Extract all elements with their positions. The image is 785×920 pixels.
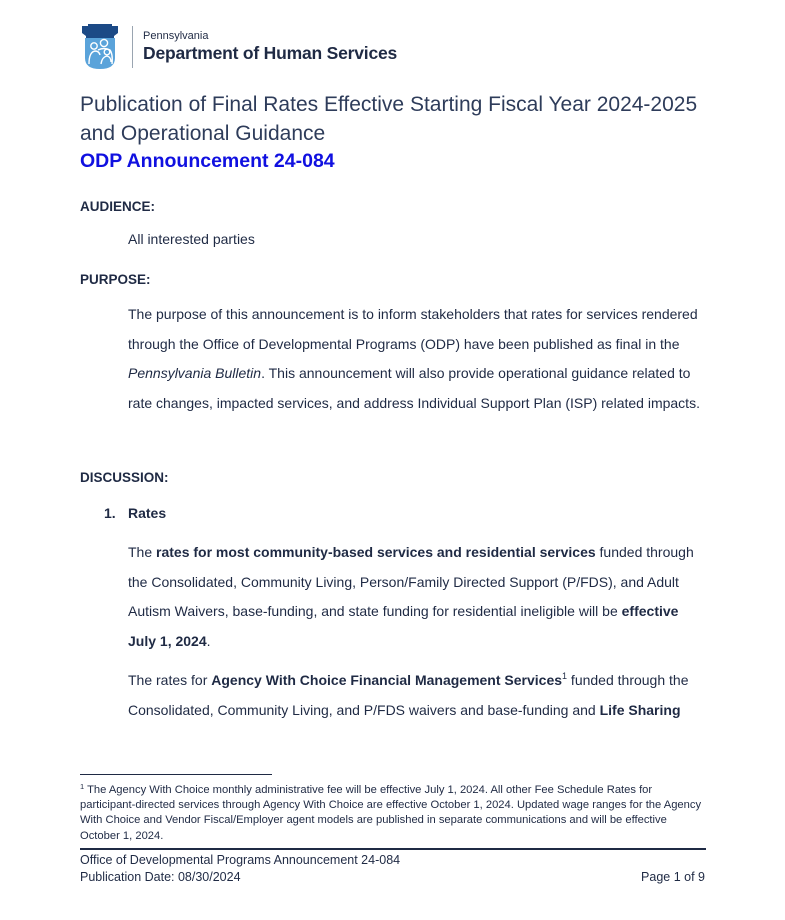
rates-paragraph-2: [128, 666, 708, 725]
discussion-item-rates: [104, 505, 166, 521]
bold-text: rates for most community-based services and residential services: [156, 544, 596, 560]
discussion-heading: DISCUSSION:: [80, 470, 169, 485]
audience-text: All interested parties: [128, 231, 255, 247]
logo-divider: [132, 26, 133, 68]
footer-publication-date: Publication Date: 08/30/2024: [80, 870, 241, 884]
bold-text: Life Sharing: [599, 701, 681, 718]
footnote-text: The Agency With Choice monthly administrative fee will be effective July 1, 2024. All other Fee Schedule Rates for participant-directed services through Agency With Choice are effective October 1, 2024. Updated wage ranges for the Agency With Choice and Vendor Fiscal/Employer agent models are published in separate communications and will be effective October 1, 2024.: [80, 784, 702, 842]
text-part: funded through the Consolidated, Community Living, Person/Family Directed Support (P/FDS), and Adult Autism Waivers, base-funding, and state funding for residential ineligible will be: [128, 544, 694, 619]
text-part: .: [206, 632, 211, 649]
list-label: Rates: [128, 505, 167, 521]
footer-info: [80, 852, 400, 886]
pa-keystone-family-icon: [80, 24, 120, 70]
footnote-separator: [80, 774, 272, 775]
purpose-heading: PURPOSE:: [80, 272, 151, 287]
bold-text: effective July 1, 2024: [128, 603, 679, 649]
purpose-text-part: The purpose of this announcement is to inform stakeholders that rates for services rendered through the Office of Developmental Programs (ODP) have been published as final in the: [128, 306, 698, 352]
purpose-text-part: . This announcement will also provide operational guidance related to rate changes, impacted services, and address Individual Support Plan (ISP) related impacts.: [128, 365, 700, 411]
bold-text: Agency With Choice Financial Management Services: [211, 672, 563, 688]
purpose-paragraph: [128, 300, 708, 418]
footnote: [80, 783, 705, 844]
page-number: Page 1 of 9: [641, 870, 705, 884]
footer-office-line: Office of Developmental Programs Announcement 24-084: [80, 853, 401, 867]
footnote-reference[interactable]: 1: [562, 671, 568, 681]
list-number: 1.: [104, 505, 116, 521]
text-part: funded through the Consolidated, Community Living, and P/FDS waivers and base-funding and: [128, 672, 689, 718]
audience-heading: AUDIENCE:: [80, 199, 156, 214]
text-part: The: [128, 544, 157, 560]
document-title: Publication of Final Rates Effective Starting Fiscal Year 2024-2025 and Operational Guidance: [80, 93, 698, 145]
footnote-marker: 1: [80, 782, 85, 791]
logo-department-name: Department of Human Services: [143, 43, 398, 63]
dhs-logo: [80, 24, 397, 70]
announcement-number: ODP Announcement 24-084: [80, 150, 335, 172]
pennsylvania-bulletin-italic: Pennsylvania Bulletin: [128, 365, 262, 381]
rates-paragraph-1: [128, 538, 708, 656]
logo-state-name: Pennsylvania: [143, 30, 209, 42]
footer-separator: [80, 848, 706, 850]
text-part: The rates for: [128, 672, 212, 688]
